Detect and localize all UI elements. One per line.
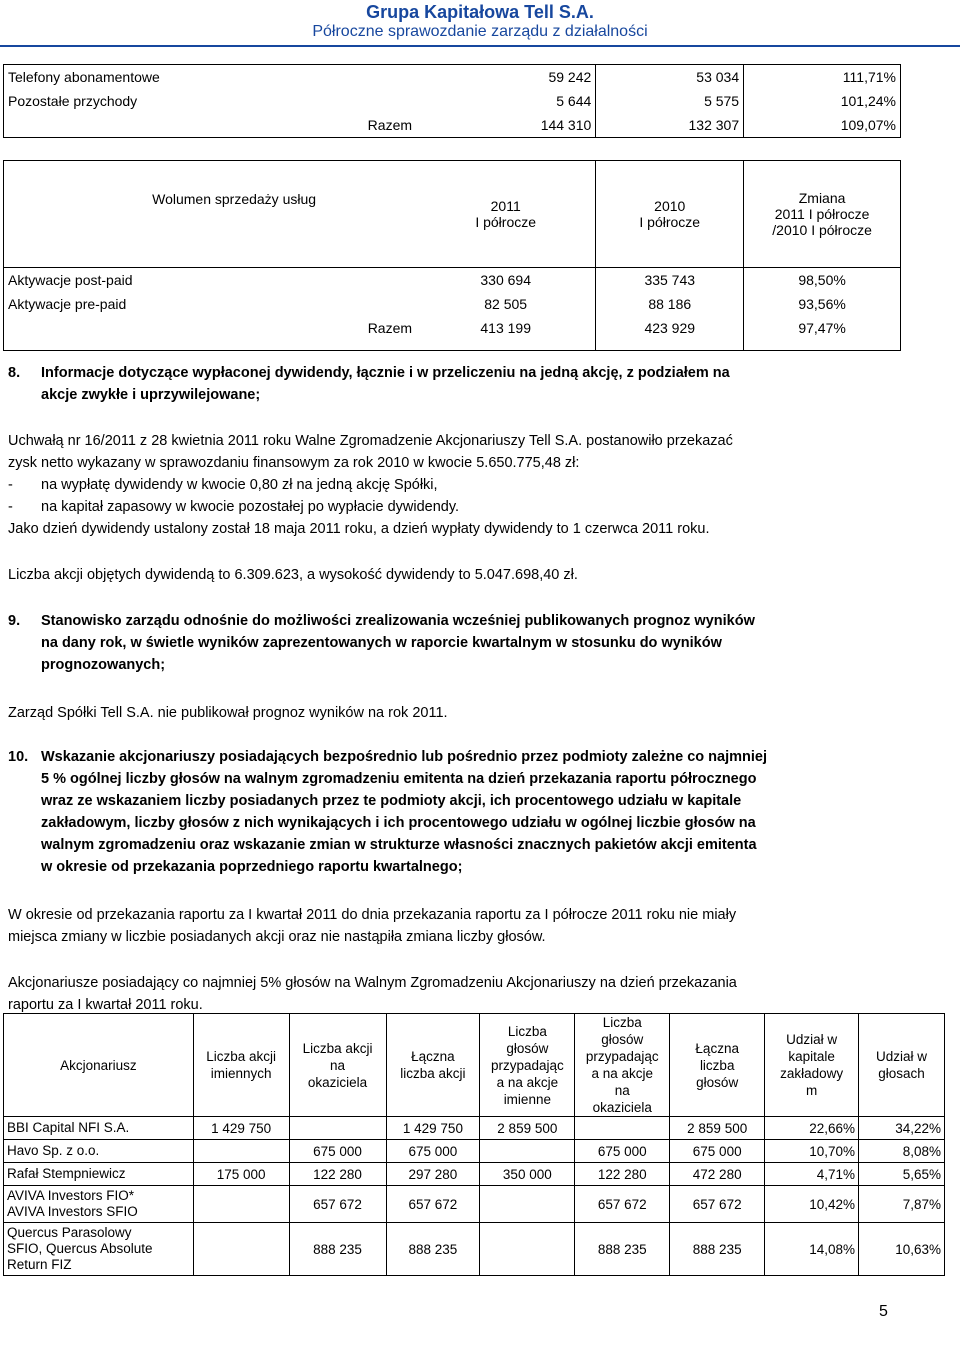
paragraph-line: miejsca zmiany w liczbie posiadanych akcji oraz nie nastąpiła zmiana liczby głosów. (8, 929, 546, 945)
header-year: 2011 (490, 198, 521, 214)
column-header-line: Liczba akcji (302, 1040, 373, 1056)
value-2010: 132 307 (596, 113, 744, 138)
column-header-line: m (805, 1083, 818, 1098)
section-10-body (8, 904, 894, 948)
cell-udz-kap: 10,70% (765, 1140, 859, 1163)
cell-okaziciela: 122 280 (289, 1163, 386, 1186)
shareholder-name-line: SFIO, Quercus Absolute (7, 1241, 153, 1256)
section-title-line: wraz ze wskazaniem liczby posiadanych przez te podmioty akcji, ich procentowego udziału w kapitale (41, 793, 742, 809)
cell-imienne: 1 429 750 (193, 1117, 289, 1140)
header-label: Wolumen sprzedaży usług (4, 161, 417, 268)
cell-udz-kap: 22,66% (765, 1117, 859, 1140)
value-change: 98,50% (744, 268, 901, 293)
column-header (289, 1014, 386, 1117)
section-title-line: w okresie od przekazania poprzedniego raportu kwartalnego; (41, 859, 463, 875)
shareholder-name-line: Rafał Stempniewicz (7, 1166, 126, 1181)
cell-imienne: 175 000 (193, 1163, 289, 1186)
header-rule (0, 45, 960, 47)
column-header-line: Łączna (695, 1040, 739, 1056)
cell-glosy-ok: 675 000 (575, 1140, 670, 1163)
cell-glosy-im: 350 000 (480, 1163, 575, 1186)
column-header-line: okaziciela (592, 1100, 652, 1115)
column-header-line: głosów (696, 1074, 739, 1090)
list-item-text: na wypłatę dywidendy w kwocie 0,80 zł na jedną akcję Spółki, (41, 477, 438, 493)
shareholder-name-line: AVIVA Investors FIO* (7, 1188, 135, 1203)
table-row (4, 1117, 945, 1140)
list-item (8, 496, 894, 518)
paragraph-line: W okresie od przekazania raportu za I kwartał 2011 do dnia przekazania raportu za I półrocze 2011 roku nie miały (8, 907, 737, 923)
row-label: Telefony abonamentowe (4, 65, 417, 90)
table-row (4, 1186, 945, 1223)
value-2010: 53 034 (596, 65, 744, 90)
header-change-l2: 2011 I półrocze (774, 206, 870, 222)
row-label: Pozostałe przychody (4, 89, 417, 113)
shareholder-name (4, 1186, 194, 1223)
cell-glosy-ok: 888 235 (575, 1223, 670, 1276)
column-header-line: Akcjonariusz (60, 1057, 137, 1073)
section-title-line: walnym zgromadzeniu oraz wskazanie zmian w strukturze własności znacznych pakietów akcji emitenta (41, 837, 757, 853)
paragraph-line: zysk netto wykazany w sprawozdaniu finansowym za rok 2010 w kwocie 5.650.775,48 zł: (8, 455, 580, 471)
report-title: Półroczne sprawozdanie zarządu z działalności (312, 23, 648, 40)
shareholders-rows (4, 1117, 945, 1276)
value-2011: 144 310 (416, 113, 596, 138)
cell-glosy-lacz: 472 280 (670, 1163, 765, 1186)
cell-udz-gl: 7,87% (859, 1186, 945, 1223)
paragraph-line: Akcjonariusze posiadający co najmniej 5% głosów na Walnym Zgromadzeniu Akcjonariuszy na dzień przekazania (8, 975, 737, 991)
shareholder-name (4, 1223, 194, 1276)
value-2011: 413 199 (416, 316, 596, 351)
cell-okaziciela: 657 672 (289, 1186, 386, 1223)
paragraph-line: Uchwałą nr 16/2011 z 28 kwietnia 2011 roku Walne Zgromadzenie Akcjonariuszy Tell S.A. postanowiło przekazać (8, 433, 733, 449)
total-label: Razem (4, 113, 417, 138)
cell-udz-gl: 10,63% (859, 1223, 945, 1276)
paragraph-line: raportu za I kwartał 2011 roku. (8, 997, 203, 1013)
cell-glosy-lacz: 2 859 500 (670, 1117, 765, 1140)
cell-laczna: 657 672 (386, 1186, 480, 1223)
cell-okaziciela: 675 000 (289, 1140, 386, 1163)
column-header (859, 1014, 945, 1117)
section-number: 9. (8, 613, 21, 629)
revenue-table (3, 64, 901, 138)
column-header (4, 1014, 194, 1117)
cell-laczna: 888 235 (386, 1223, 480, 1276)
row-label: Aktywacje post-paid (4, 268, 417, 293)
column-header-line: okaziciela (307, 1074, 368, 1090)
column-header-line: na (330, 1057, 346, 1073)
section-9-title (8, 610, 894, 676)
section-10-intro (8, 972, 894, 1016)
section-title-line: prognozowanych; (41, 657, 166, 673)
header-change-l1: Zmiana (798, 190, 846, 206)
page-number: 5 (879, 1303, 888, 1320)
section-8-body (8, 430, 894, 540)
value-2011: 82 505 (416, 292, 596, 316)
shareholders-table (3, 1013, 945, 1276)
column-header-line: liczba akcji (400, 1066, 466, 1081)
column-header-line: głosów (601, 1032, 644, 1047)
column-header-line: imienne (503, 1091, 551, 1107)
cell-glosy-lacz: 888 235 (670, 1223, 765, 1276)
cell-glosy-im: 2 859 500 (480, 1117, 575, 1140)
column-header-line: na (614, 1083, 630, 1098)
value-2010: 88 186 (596, 292, 744, 316)
cell-glosy-ok: 122 280 (575, 1163, 670, 1186)
table-row (4, 1163, 945, 1186)
column-header (575, 1014, 670, 1117)
shareholder-name (4, 1117, 194, 1140)
section-number: 10. (8, 749, 29, 765)
cell-udz-kap: 14,08% (765, 1223, 859, 1276)
column-header (765, 1014, 859, 1117)
cell-okaziciela (289, 1117, 386, 1140)
cell-glosy-im (480, 1186, 575, 1223)
column-header-line: Liczba akcji (206, 1049, 277, 1064)
column-header-line: przypadając (585, 1049, 659, 1064)
header-period: I półrocze (475, 214, 537, 230)
value-change: 101,24% (744, 89, 901, 113)
column-header-line: przypadając (490, 1057, 564, 1073)
column-header-line: Udział w (786, 1032, 838, 1047)
sales-volume-table (3, 160, 901, 351)
column-header-line: imiennych (210, 1066, 272, 1081)
section-title-line: akcje zwykłe i uprzywilejowane; (41, 387, 261, 403)
value-change: 111,71% (744, 65, 901, 90)
table-row (4, 292, 901, 316)
value-change: 97,47% (744, 316, 901, 351)
table-row (4, 1140, 945, 1163)
section-9-body: Zarząd Spółki Tell S.A. nie publikował prognoz wyników na rok 2011. (8, 705, 448, 721)
column-header-line: Łączna (411, 1049, 455, 1064)
bullet-dash: - (8, 477, 13, 493)
table-header-row (4, 161, 901, 268)
table-total-row (4, 113, 901, 138)
shareholder-name-line: Havo Sp. z o.o. (7, 1143, 100, 1158)
column-header (193, 1014, 289, 1117)
cell-laczna: 1 429 750 (386, 1117, 480, 1140)
list-item (8, 474, 894, 496)
cell-udz-gl: 8,08% (859, 1140, 945, 1163)
header-2011 (416, 161, 596, 268)
section-8-title (8, 362, 894, 406)
section-title-line: Wskazanie akcjonariuszy posiadających bezpośrednio lub pośrednio przez podmioty zależne co najmniej (41, 749, 767, 765)
value-2010: 335 743 (596, 268, 744, 293)
value-2011: 59 242 (416, 65, 596, 90)
section-title-line: na dany rok, w świetle wyników zaprezentowanych w raporcie kwartalnym w stosunku do wyników (41, 635, 722, 651)
section-8-note: Liczba akcji objętych dywidendą to 6.309.623, a wysokość dywidendy to 5.047.698,40 zł. (8, 567, 578, 583)
value-change: 109,07% (744, 113, 901, 138)
cell-okaziciela: 888 235 (289, 1223, 386, 1276)
cell-udz-gl: 34,22% (859, 1117, 945, 1140)
header-year: 2010 (654, 198, 686, 214)
column-header-line: głosach (878, 1066, 925, 1081)
shareholder-name-line: Return FIZ (7, 1257, 72, 1272)
column-header-line: Udział w (876, 1049, 928, 1064)
column-header-line: głosów (506, 1040, 549, 1056)
column-header-line: Liczba (507, 1023, 547, 1039)
list-item-text: na kapitał zapasowy w kwocie pozostałej po wypłacie dywidendy. (41, 499, 460, 515)
cell-udz-kap: 10,42% (765, 1186, 859, 1223)
table-row (4, 1223, 945, 1276)
cell-udz-kap: 4,71% (765, 1163, 859, 1186)
cell-glosy-lacz: 675 000 (670, 1140, 765, 1163)
value-2010: 5 575 (596, 89, 744, 113)
header-change-l3: /2010 I półrocze (772, 222, 872, 238)
total-label: Razem (4, 316, 417, 351)
table-header-row (4, 1014, 945, 1117)
cell-glosy-lacz: 657 672 (670, 1186, 765, 1223)
column-header-line: kapitale (788, 1049, 835, 1064)
section-10-title (8, 746, 894, 878)
value-2011: 330 694 (416, 268, 596, 293)
cell-glosy-ok (575, 1117, 670, 1140)
column-header (386, 1014, 480, 1117)
section-title-line: zakładowym, liczby głosów z nich wynikających i ich procentowego udziału w ogólnej liczbie głosów na (41, 815, 756, 831)
value-2011: 5 644 (416, 89, 596, 113)
shareholder-name-line: BBI Capital NFI S.A. (7, 1120, 130, 1135)
cell-glosy-im (480, 1140, 575, 1163)
table-row (4, 89, 901, 113)
column-header-line: a na akcje (591, 1066, 654, 1081)
cell-imienne (193, 1186, 289, 1223)
header-2010 (596, 161, 744, 268)
shareholder-name-line: Quercus Parasolowy (7, 1225, 132, 1240)
cell-udz-gl: 5,65% (859, 1163, 945, 1186)
table-total-row (4, 316, 901, 351)
header-period: I półrocze (639, 214, 701, 230)
cell-laczna: 675 000 (386, 1140, 480, 1163)
shareholder-name (4, 1140, 194, 1163)
column-header-line: liczba (699, 1057, 735, 1073)
cell-laczna: 297 280 (386, 1163, 480, 1186)
value-change: 93,56% (744, 292, 901, 316)
column-header (670, 1014, 765, 1117)
column-header-line: zakładowy (780, 1066, 844, 1081)
table-row (4, 268, 901, 293)
column-header-line: a na akcje (496, 1074, 559, 1090)
cell-imienne (193, 1223, 289, 1276)
paragraph-line: Jako dzień dywidendy ustalony został 18 maja 2011 roku, a dzień wypłaty dywidendy to 1 czerwca 2011 roku. (8, 521, 710, 537)
company-name: Grupa Kapitałowa Tell S.A. (366, 2, 594, 22)
section-title-line: 5 % ogólnej liczby głosów na walnym zgromadzeniu emitenta na dzień przekazania raportu półrocznego (41, 771, 757, 787)
row-label: Aktywacje pre-paid (4, 292, 417, 316)
table-row (4, 65, 901, 90)
column-header-line: Liczba (602, 1015, 642, 1030)
bullet-dash: - (8, 499, 13, 515)
section-title-line: Informacje dotyczące wypłaconej dywidendy, łącznie i w przeliczeniu na jedną akcję, z podziałem na (41, 365, 730, 381)
shareholder-name (4, 1163, 194, 1186)
header-change (744, 161, 901, 268)
section-number: 8. (8, 365, 21, 381)
section-title-line: Stanowisko zarządu odnośnie do możliwości zrealizowania wcześniej publikowanych prognoz wyników (41, 613, 755, 629)
page-header (0, 0, 960, 42)
cell-glosy-im (480, 1223, 575, 1276)
cell-glosy-ok: 657 672 (575, 1186, 670, 1223)
cell-imienne (193, 1140, 289, 1163)
value-2010: 423 929 (596, 316, 744, 351)
shareholder-name-line: AVIVA Investors SFIO (7, 1204, 138, 1219)
column-header (480, 1014, 575, 1117)
